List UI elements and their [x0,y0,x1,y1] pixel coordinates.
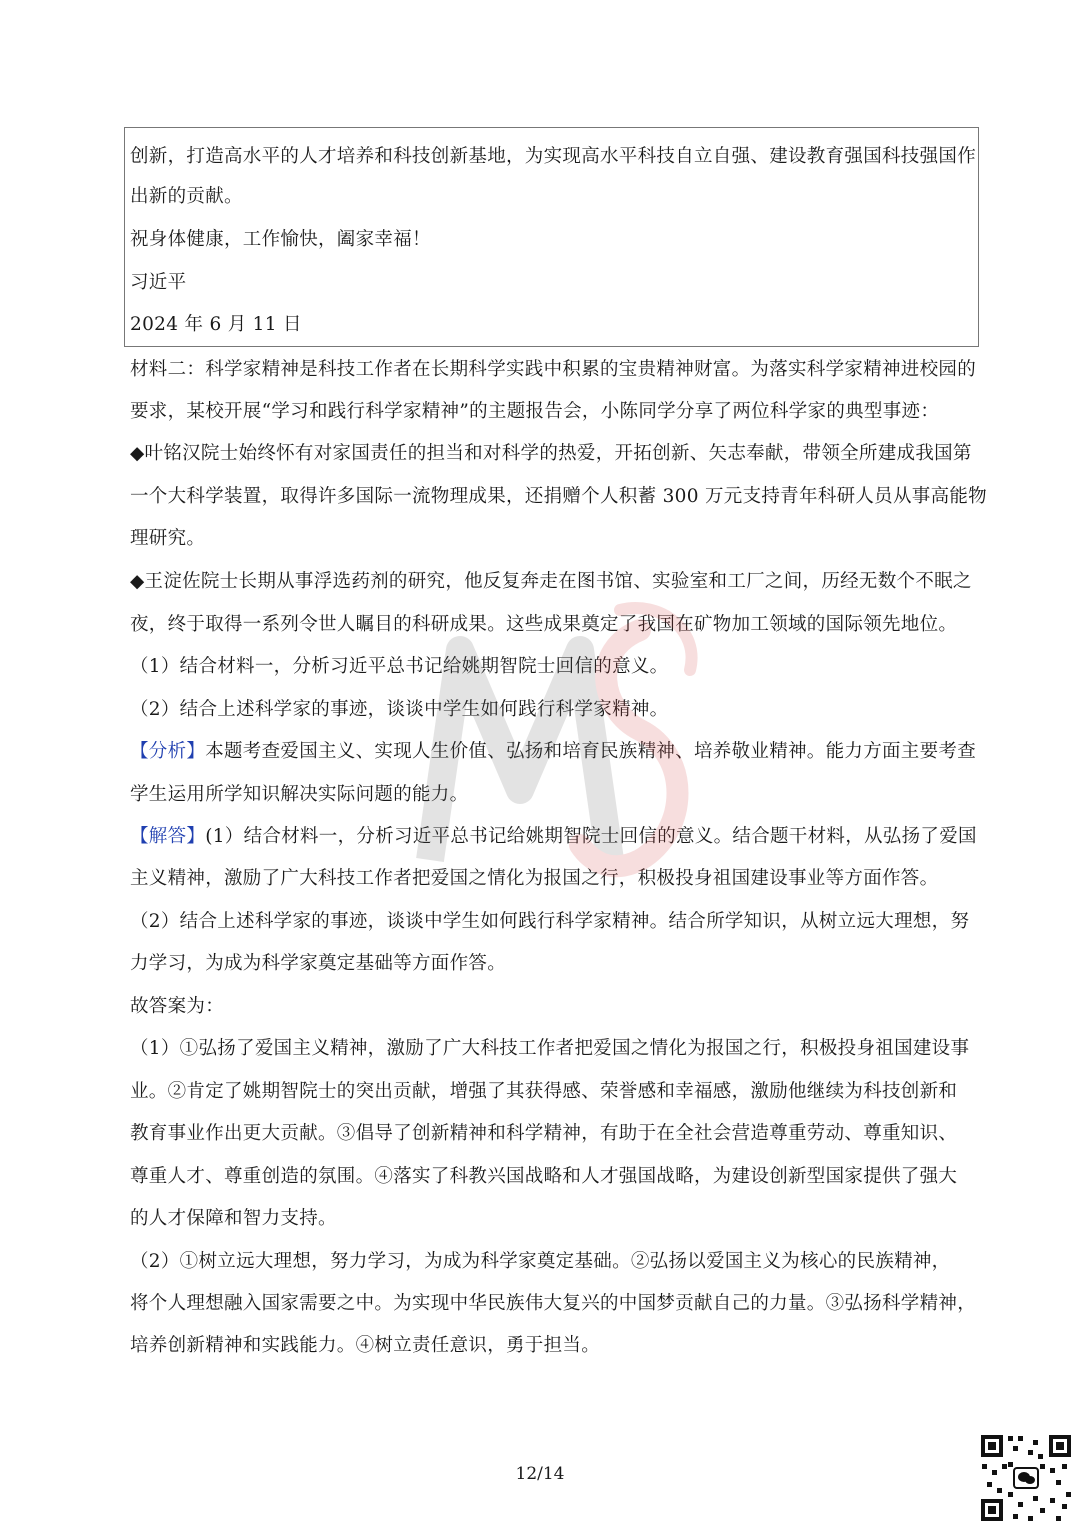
answer-2-line-2: 将个人理想融入国家需要之中。为实现中华民族伟大复兴的中国梦贡献自己的力量。③弘扬科学精神， [130,1293,977,1314]
answer-1-line-3: 教育事业作出更大贡献。③倡导了创新精神和科学精神，有助于在全社会营造尊重劳动、尊重知识、 [130,1123,958,1144]
scientist-ye-line-1: ◆叶铭汉院士始终怀有对家国责任的担当和对科学的热爱，开拓创新、矢志奉献，带领全所建成我国第 [130,443,972,464]
watermark-logo-icon [390,590,730,890]
answer-2-line-3: 培养创新精神和实践能力。④树立责任意识，勇于担当。 [130,1335,601,1356]
answer-heading: 故答案为： [130,996,225,1017]
letter-line-1: 创新，打造高水平的人才培养和科技创新基地，为实现高水平科技自立自强、建设教育强国科技强国作 [130,146,977,167]
letter-signature: 习近平 [130,272,187,293]
answer-1-line-1: （1）①弘扬了爱国主义精神，激励了广大科技工作者把爱国之情化为报国之行，积极投身祖国建设事 [130,1038,970,1059]
answer-line-4: 力学习，为成为科学家奠定基础等方面作答。 [130,953,507,974]
scientist-wang-line-2: 夜，终于取得一系列令世人瞩目的科研成果。这些成果奠定了我国在矿物加工领域的国际领先地位。 [130,614,958,635]
answer-line-2: 主义精神，激励了广大科技工作者把爱国之情化为报国之行，积极投身祖国建设事业等方面作答。 [130,868,939,889]
page-number: 12/14 [515,1464,565,1484]
analysis-line-2: 学生运用所学知识解决实际问题的能力。 [130,784,469,805]
scientist-ye-line-2: 一个大科学装置，取得许多国际一流物理成果，还捐赠个人积蓄 300 万元支持青年科研人员从事高能物 [130,486,987,507]
letter-date: 2024 年 6 月 11 日 [130,314,302,335]
answer-line-3: （2）结合上述科学家的事迹，谈谈中学生如何践行科学家精神。结合所学知识，从树立远大理想，努 [130,911,970,932]
scientist-ye-line-3: 理研究。 [130,528,206,549]
material-two-line-2: 要求，某校开展“学习和践行科学家精神”的主题报告会，小陈同学分享了两位科学家的典型事迹： [130,401,940,422]
letter-line-2: 出新的贡献。 [130,186,243,207]
analysis-text-1: 本题考查爱国主义、实现人生价值、弘扬和培育民族精神、培养敬业精神。能力方面主要考查 [205,741,977,762]
answer-text-1: (1）结合材料一，分析习近平总书记给姚期智院士回信的意义。结合题干材料，从弘扬了爱国 [205,826,977,847]
qr-code-icon[interactable] [978,1432,1074,1524]
answer-tag: 【解答】 [130,826,206,847]
scientist-wang-line-1: ◆王淀佐院士长期从事浮选药剂的研究，他反复奔走在图书馆、实验室和工厂之间，历经无数个不眠之 [130,571,972,592]
analysis-tag: 【分析】 [130,741,206,762]
answer-1-line-2: 业。②肯定了姚期智院士的突出贡献，增强了其获得感、荣誉感和幸福感，激励他继续为科技创新和 [130,1081,958,1102]
letter-line-3: 祝身体健康，工作愉快，阖家幸福！ [130,229,431,250]
material-two-line-1: 材料二：科学家精神是科技工作者在长期科学实践中积累的宝贵精神财富。为落实科学家精神进校园的 [130,359,977,380]
answer-2-line-1: （2）①树立远大理想，努力学习，为成为科学家奠定基础。②弘扬以爱国主义为核心的民族精神， [130,1251,951,1272]
question-1: （1）结合材料一，分析习近平总书记给姚期智院士回信的意义。 [130,656,669,677]
answer-1-line-5: 的人才保障和智力支持。 [130,1208,337,1229]
answer-1-line-4: 尊重人才、尊重创造的氛围。④落实了科教兴国战略和人才强国战略，为建设创新型国家提供了强大 [130,1166,958,1187]
question-2: （2）结合上述科学家的事迹，谈谈中学生如何践行科学家精神。 [130,699,669,720]
